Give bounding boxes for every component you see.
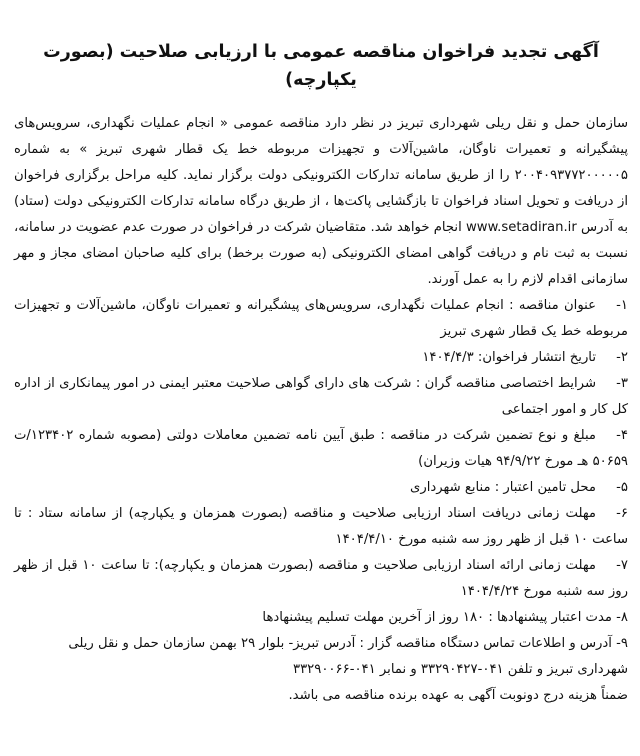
list-item	[14, 553, 628, 605]
item-text: شرایط اختصاصی مناقصه گران : شرکت های دارای گواهی صلاحیت معتبر ایمنی در امور پیمانکاری از اداره کل کار و امور اجتماعی	[14, 376, 628, 417]
item-text: محل تامین اعتبار : منابع شهرداری	[410, 480, 596, 495]
list-item	[14, 501, 628, 553]
list-item	[14, 423, 628, 475]
item-number: ۳-	[616, 376, 628, 391]
list-item	[14, 371, 628, 423]
list-item	[14, 345, 628, 371]
item-text: مهلت زمانی دریافت اسناد ارزیابی صلاحیت و مناقصه (بصورت همزمان و یکپارچه) از سامانه ستاد : تا ساعت ۱۰ قبل از ظهر روز سه شنبه مورخ ۱۴۰۴/۴/۱۰	[14, 506, 628, 547]
notice-items-list	[14, 293, 628, 605]
item-number: ۵-	[616, 480, 628, 495]
footer-note: ضمناً هزینه درج دونوبت آگهی به عهده برنده مناقصه می باشد.	[288, 688, 628, 703]
item-text: عنوان مناقصه : انجام عملیات نگهداری، سرویس‌های پیشگیرانه و تعمیرات ناوگان، ماشین‌آلات و تجهیزات مربوطه خط یک قطار شهری تبریز	[14, 298, 628, 339]
item-number: ۱-	[616, 298, 628, 313]
intro-paragraph: سازمان حمل و نقل ریلی شهرداری تبریز در نظر دارد مناقصه عمومی « انجام عملیات نگهداری، سرویس‌های پیشگیرانه و تعمیرات ناوگان، ماشین‌آلات و تجهیزات مربوطه خط یک قطار شهری تبریز » به شماره ۲۰۰۴۰۹۳۷۷۲۰۰۰۰۰۵ را از طریق سامانه تدارکات الکترونیکی دولت برگزار نماید. کلیه مراحل برگزاری فراخوان از دریافت و تحویل اسناد فراخوان تا بازگشایی پاکت‌ها ، از طریق درگاه سامانه تدارکات الکترونیکی دولت (ستاد) به آدرس www.setadiran.ir انجام خواهد شد. متقاضیان شرکت در فراخوان در صورت عدم عضویت در سامانه، نسبت به ثبت نام و دریافت گواهی امضای الکترونیکی (به صورت برخط) برای کلیه صاحبان امضای مجاز و مهر سازمانی اقدام لازم را به عمل آورند.	[14, 116, 628, 287]
item-number: ۶-	[616, 506, 628, 521]
validity-period-item: ۸- مدت اعتبار پیشنهادها : ۱۸۰ روز از آخرین مهلت تسلیم پیشنهادها	[262, 610, 628, 625]
item-number: ۷-	[616, 558, 628, 573]
item-number: ۲-	[616, 350, 628, 365]
item-text: تاریخ انتشار فراخوان: ۱۴۰۴/۴/۳	[422, 350, 596, 365]
item-text: مهلت زمانی ارائه اسناد ارزیابی صلاحیت و مناقصه (بصورت همزمان و یکپارچه): تا ساعت ۱۰ قبل از ظهر روز سه شنبه مورخ ۱۴۰۴/۴/۲۴	[14, 558, 628, 599]
notice-title: آگهی تجدید فراخوان مناقصه عمومی با ارزیابی صلاحیت (بصورت یکپارچه)	[43, 42, 599, 90]
list-item	[14, 293, 628, 345]
list-item	[14, 475, 628, 501]
contact-info-item: ۹- آدرس و اطلاعات تماس دستگاه مناقصه گزار : آدرس تبریز- بلوار ۲۹ بهمن سازمان حمل و نقل ریلی شهرداری تبریز و تلفن ۰۴۱-۳۳۲۹۰۴۲۷ و نمابر ۰۴۱-۳۳۲۹۰۰۶۶	[68, 636, 628, 677]
item-number: ۴-	[616, 428, 628, 443]
item-text: مبلغ و نوع تضمین شرکت در مناقصه : طبق آیین نامه تضمین معاملات دولتی (مصوبه شماره ۱۲۳۴۰۲/ت ۵۰۶۵۹ هـ مورخ ۹۴/۹/۲۲ هیات وزیران)	[14, 428, 628, 469]
